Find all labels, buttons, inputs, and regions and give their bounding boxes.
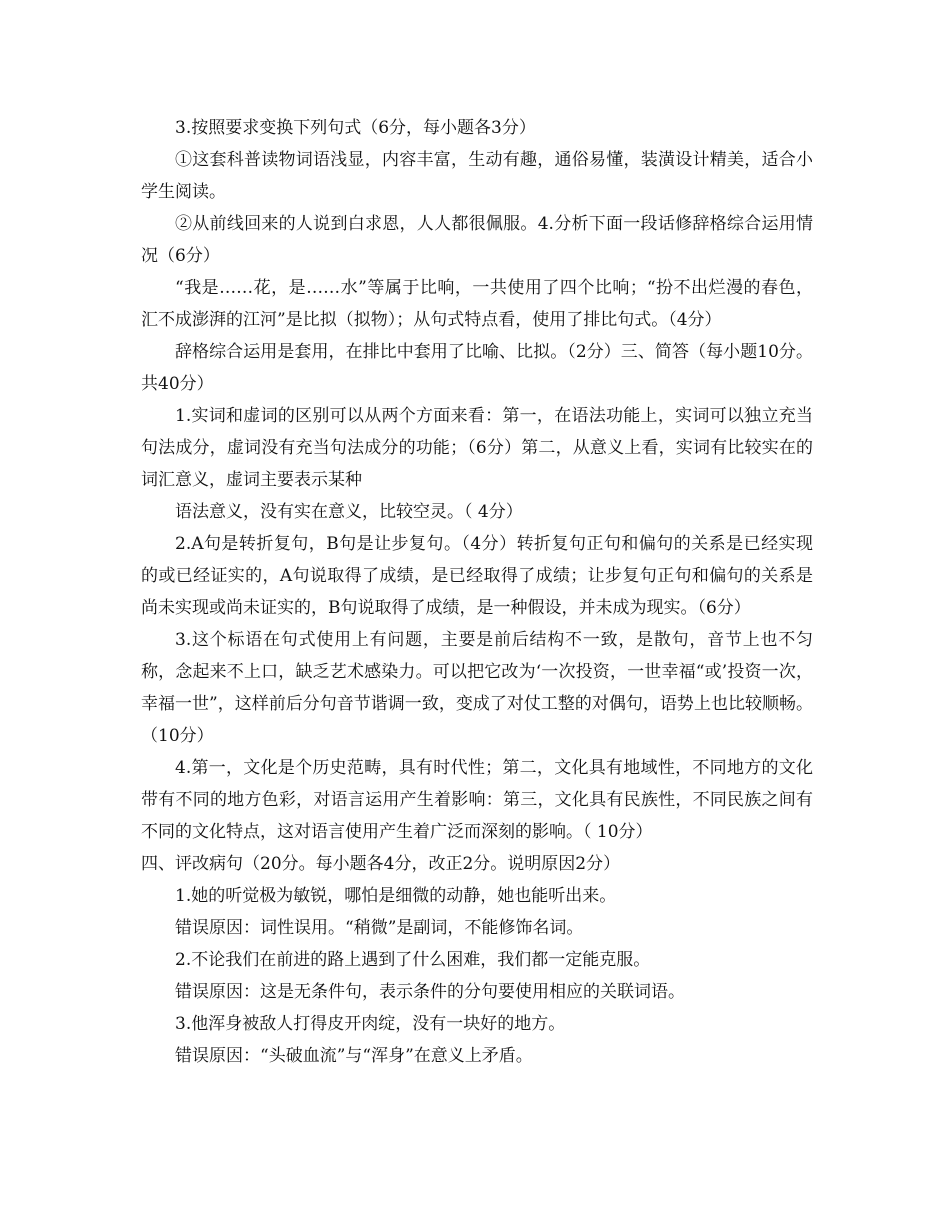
- section-heading: 四、评改病句（20分。每小题各4分，改正2分。说明原因2分）: [141, 854, 621, 874]
- paragraph: 2.不论我们在前进的路上遇到了什么困难，我们都一定能克服。: [175, 950, 651, 970]
- paragraph: 语法意义，没有实在意义，比较空灵。（ 4分）: [175, 502, 523, 522]
- paragraph: ②从前线回来的人说到白求恩，人人都很佩服。4.分析下面一段话修辞格综合运用情况（6分）: [141, 214, 813, 266]
- paragraph: 错误原因：“头破血流”与“浑身”在意义上矛盾。: [175, 1046, 533, 1066]
- paragraph: ①这套科普读物词语浅显，内容丰富，生动有趣，通俗易懂，装潢设计精美，适合小学生阅读。: [141, 150, 813, 202]
- paragraph: 1.实词和虚词的区别可以从两个方面来看：第一，在语法功能上，实词可以独立充当句法成分，虚词没有充当句法成分的功能；（6分）第二，从意义上看，实词有比较实在的词汇意义，虚词主要表示某种: [141, 406, 813, 490]
- paragraph: 1.她的听觉极为敏锐，哪怕是细微的动静，她也能听出来。: [175, 886, 617, 906]
- paragraph: 错误原因：这是无条件句，表示条件的分句要使用相应的关联词语。: [175, 982, 685, 1002]
- paragraph: 3.他浑身被敌人打得皮开肉绽，没有一块好的地方。: [175, 1014, 566, 1034]
- paragraph: “我是……花，是……水”等属于比响，一共使用了四个比响；“扮不出烂漫的春色，汇不成澎湃的江河”是比拟（拟物）；从句式特点看，使用了排比句式。（4分）: [141, 278, 813, 330]
- paragraph: 2.A句是转折复句，B句是让步复句。（4分）转折复句正句和偏句的关系是已经实现的或已经证实的，A句说取得了成绩，是已经取得了成绩；让步复句正句和偏句的关系是尚未实现或尚未证实的，B句说取得了成绩，是一种假设，并未成为现实。（6分）: [141, 534, 813, 618]
- paragraph: 3.这个标语在句式使用上有问题，主要是前后结构不一致，是散句，音节上也不匀称，念起来不上口，缺乏艺术感染力。可以把它改为‘一次投资，一世幸福“或’投资一次，幸福一世”，这样前后分句音节谐调一致，变成了对仗工整的对偶句，语势上也比较顺畅。（10分）: [141, 630, 813, 746]
- paragraph: 3.按照要求变换下列句式（6分，每小题各3分）: [175, 118, 536, 138]
- paragraph: 辞格综合运用是套用，在排比中套用了比喻、比拟。（2分）三、简答（每小题10分。共40分）: [141, 342, 813, 394]
- paragraph: 4.第一，文化是个历史范畴，具有时代性；第二，文化具有地域性，不同地方的文化带有不同的地方色彩，对语言运用产生着影响：第三，文化具有民族性，不同民族之间有不同的文化特点，这对语言使用产生着广泛而深刻的影响。（ 10分）: [141, 758, 813, 842]
- paragraph: 错误原因：词性误用。“稍微”是副词，不能修饰名词。: [175, 918, 584, 938]
- document-body: [141, 112, 813, 1072]
